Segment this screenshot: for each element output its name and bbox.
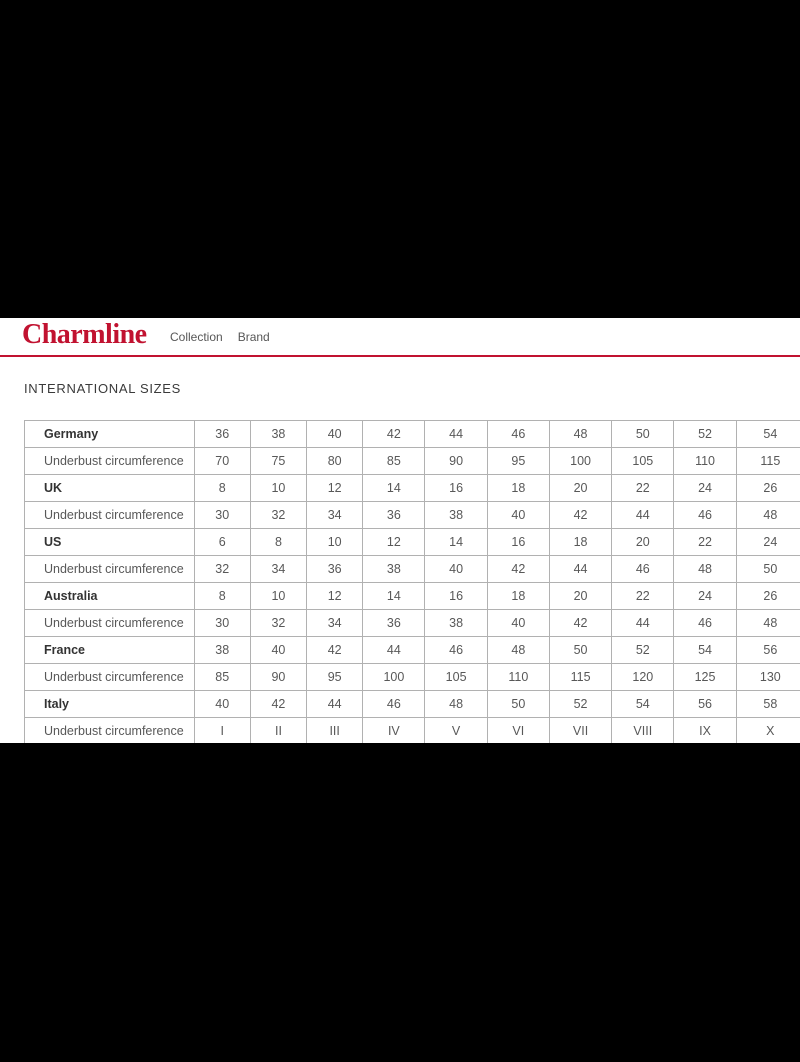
size-cell: 44 (612, 610, 674, 637)
size-cell: 105 (612, 448, 674, 475)
size-cell: 40 (425, 556, 487, 583)
size-cell: 115 (736, 448, 800, 475)
row-label: UK (25, 475, 195, 502)
table-row (25, 637, 800, 664)
size-cell: 52 (612, 637, 674, 664)
size-cell: 54 (612, 691, 674, 718)
size-cell: 42 (487, 556, 549, 583)
size-cell: 12 (307, 475, 363, 502)
size-cell: 100 (363, 664, 425, 691)
main-nav (170, 330, 270, 344)
size-cell: 36 (307, 556, 363, 583)
size-cell: 85 (363, 448, 425, 475)
size-cell: 36 (363, 610, 425, 637)
size-cell: 34 (250, 556, 306, 583)
size-cell: 16 (425, 583, 487, 610)
size-cell: 44 (425, 421, 487, 448)
size-cell: 16 (425, 475, 487, 502)
table-row (25, 475, 800, 502)
size-cell: 56 (674, 691, 736, 718)
size-cell: 44 (612, 502, 674, 529)
size-cell: 20 (612, 529, 674, 556)
size-cell: 70 (194, 448, 250, 475)
page-title: INTERNATIONAL SIZES (24, 381, 182, 396)
row-label: Underbust circumference (25, 664, 195, 691)
size-cell: 110 (674, 448, 736, 475)
size-cell: IV (363, 718, 425, 744)
table-row (25, 664, 800, 691)
size-cell: 40 (487, 502, 549, 529)
size-cell: 14 (363, 475, 425, 502)
size-cell: 75 (250, 448, 306, 475)
size-cell: 52 (549, 691, 611, 718)
size-cell: 50 (736, 556, 800, 583)
row-label: Italy (25, 691, 195, 718)
row-label: France (25, 637, 195, 664)
size-cell: 46 (612, 556, 674, 583)
size-cell: 40 (250, 637, 306, 664)
size-cell: 44 (549, 556, 611, 583)
size-cell: I (194, 718, 250, 744)
size-cell: 44 (363, 637, 425, 664)
table-row (25, 421, 800, 448)
size-cell: 54 (674, 637, 736, 664)
row-label: Underbust circumference (25, 610, 195, 637)
size-table (24, 420, 800, 743)
size-cell: 22 (612, 475, 674, 502)
size-cell: 58 (736, 691, 800, 718)
size-cell: 80 (307, 448, 363, 475)
size-cell: 105 (425, 664, 487, 691)
table-row (25, 610, 800, 637)
size-cell: 46 (674, 610, 736, 637)
table-row (25, 448, 800, 475)
page-viewport (0, 318, 800, 743)
size-cell: 36 (194, 421, 250, 448)
size-cell: 32 (250, 610, 306, 637)
size-cell: 10 (250, 475, 306, 502)
table-row (25, 556, 800, 583)
size-cell: III (307, 718, 363, 744)
size-cell: 18 (487, 475, 549, 502)
size-cell: 40 (487, 610, 549, 637)
size-cell: 30 (194, 502, 250, 529)
size-cell: 26 (736, 475, 800, 502)
size-cell: 90 (425, 448, 487, 475)
size-cell: 120 (612, 664, 674, 691)
size-cell: 20 (549, 583, 611, 610)
size-cell: 20 (549, 475, 611, 502)
size-cell: 48 (736, 502, 800, 529)
size-cell: 56 (736, 637, 800, 664)
size-cell: 85 (194, 664, 250, 691)
size-cell: 30 (194, 610, 250, 637)
row-label: Australia (25, 583, 195, 610)
size-cell: 44 (307, 691, 363, 718)
size-cell: 24 (736, 529, 800, 556)
size-table-body (25, 421, 800, 744)
size-cell: 42 (549, 610, 611, 637)
size-cell: 46 (425, 637, 487, 664)
size-cell: 6 (194, 529, 250, 556)
size-cell: 42 (250, 691, 306, 718)
size-cell: X (736, 718, 800, 744)
size-cell: 48 (736, 610, 800, 637)
size-cell: 110 (487, 664, 549, 691)
row-label: Germany (25, 421, 195, 448)
size-cell: II (250, 718, 306, 744)
size-cell: 54 (736, 421, 800, 448)
size-cell: 40 (307, 421, 363, 448)
size-cell: 12 (363, 529, 425, 556)
size-cell: 18 (487, 583, 549, 610)
size-cell: 34 (307, 610, 363, 637)
size-cell: 48 (487, 637, 549, 664)
size-cell: 42 (549, 502, 611, 529)
size-cell: 10 (307, 529, 363, 556)
size-cell: 125 (674, 664, 736, 691)
size-cell: 32 (194, 556, 250, 583)
size-cell: 48 (425, 691, 487, 718)
nav-item-collection[interactable]: Collection (170, 329, 223, 344)
size-cell: 34 (307, 502, 363, 529)
size-cell: 95 (487, 448, 549, 475)
size-cell: 38 (250, 421, 306, 448)
size-cell: 38 (194, 637, 250, 664)
row-label: Underbust circumference (25, 718, 195, 744)
size-cell: 14 (425, 529, 487, 556)
size-cell: 8 (250, 529, 306, 556)
size-cell: 14 (363, 583, 425, 610)
size-cell: IX (674, 718, 736, 744)
size-cell: 8 (194, 475, 250, 502)
size-cell: VII (549, 718, 611, 744)
size-cell: 32 (250, 502, 306, 529)
size-cell: V (425, 718, 487, 744)
size-cell: 50 (487, 691, 549, 718)
size-cell: 130 (736, 664, 800, 691)
size-cell: 38 (425, 610, 487, 637)
size-cell: 115 (549, 664, 611, 691)
size-cell: 42 (307, 637, 363, 664)
size-cell: 95 (307, 664, 363, 691)
size-cell: 22 (612, 583, 674, 610)
table-row (25, 583, 800, 610)
size-cell: 52 (674, 421, 736, 448)
size-cell: VIII (612, 718, 674, 744)
size-cell: 90 (250, 664, 306, 691)
size-cell: 46 (363, 691, 425, 718)
size-cell: 8 (194, 583, 250, 610)
nav-item-brand[interactable]: Brand (237, 329, 270, 344)
row-label: Underbust circumference (25, 502, 195, 529)
size-cell: 16 (487, 529, 549, 556)
size-cell: 12 (307, 583, 363, 610)
size-cell: VI (487, 718, 549, 744)
size-cell: 24 (674, 583, 736, 610)
size-cell: 50 (549, 637, 611, 664)
size-cell: 24 (674, 475, 736, 502)
table-row (25, 718, 800, 744)
size-cell: 38 (363, 556, 425, 583)
size-cell: 18 (549, 529, 611, 556)
size-cell: 48 (549, 421, 611, 448)
size-cell: 10 (250, 583, 306, 610)
size-cell: 42 (363, 421, 425, 448)
table-row (25, 529, 800, 556)
size-cell: 38 (425, 502, 487, 529)
row-label: US (25, 529, 195, 556)
row-label: Underbust circumference (25, 448, 195, 475)
size-cell: 48 (674, 556, 736, 583)
brand-logo[interactable]: Charmline (22, 319, 147, 350)
size-cell: 50 (612, 421, 674, 448)
size-cell: 36 (363, 502, 425, 529)
site-header (0, 318, 800, 357)
size-cell: 46 (674, 502, 736, 529)
row-label: Underbust circumference (25, 556, 195, 583)
size-cell: 40 (194, 691, 250, 718)
size-cell: 46 (487, 421, 549, 448)
size-cell: 26 (736, 583, 800, 610)
table-row (25, 691, 800, 718)
size-cell: 22 (674, 529, 736, 556)
table-row (25, 502, 800, 529)
size-cell: 100 (549, 448, 611, 475)
